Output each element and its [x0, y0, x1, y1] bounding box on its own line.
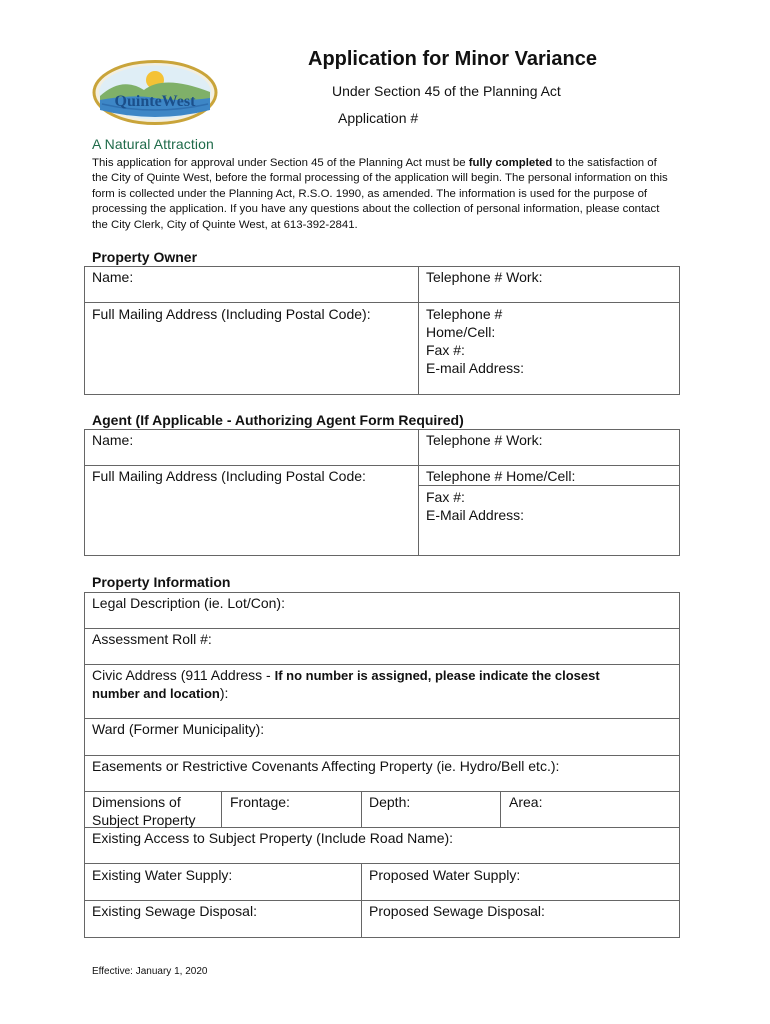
- property-section-title: Property Information: [92, 574, 231, 590]
- page-title: Application for Minor Variance: [308, 48, 597, 70]
- civic-address-label-2: number and location):: [92, 685, 229, 701]
- owner-email-label: E-mail Address:: [426, 360, 525, 376]
- owner-tel-work-label: Telephone # Work:: [426, 269, 543, 285]
- existing-water-label: Existing Water Supply:: [92, 867, 233, 883]
- agent-section-title: Agent (If Applicable - Authorizing Agent Form Required): [92, 412, 464, 428]
- owner-address-label: Full Mailing Address (Including Postal Code):: [92, 306, 371, 322]
- quinte-west-logo: [92, 60, 218, 125]
- owner-name-label: Name:: [92, 269, 134, 285]
- existing-access-label: Existing Access to Subject Property (Include Road Name):: [92, 830, 454, 846]
- legal-description-label: Legal Description (ie. Lot/Con):: [92, 595, 285, 611]
- frontage-label: Frontage:: [230, 794, 290, 810]
- area-label: Area:: [509, 794, 543, 810]
- assessment-roll-label: Assessment Roll #:: [92, 631, 212, 647]
- agent-tel-home-label: Telephone # Home/Cell:: [426, 468, 576, 484]
- agent-tel-work-label: Telephone # Work:: [426, 432, 543, 448]
- depth-label: Depth:: [369, 794, 411, 810]
- owner-section-title: Property Owner: [92, 249, 198, 265]
- easements-label: Easements or Restrictive Covenants Affecting Property (ie. Hydro/Bell etc.):: [92, 758, 560, 774]
- owner-fax-label: Fax #:: [426, 342, 465, 358]
- logo-wordmark: QuinteWest: [114, 93, 196, 110]
- logo-tagline: A Natural Attraction: [92, 136, 214, 152]
- page-subtitle: Under Section 45 of the Planning Act: [332, 83, 561, 99]
- dimensions-label: Dimensions of: [92, 794, 181, 810]
- application-number-label: Application #: [338, 110, 419, 126]
- civic-address-label: Civic Address (911 Address - If no number is assigned, please indicate the closest: [92, 667, 600, 683]
- dimensions-label-2: Subject Property: [92, 812, 196, 828]
- proposed-sewage-label: Proposed Sewage Disposal:: [369, 903, 545, 919]
- agent-email-label: E-Mail Address:: [426, 507, 525, 523]
- ward-label: Ward (Former Municipality):: [92, 721, 265, 737]
- agent-table: [84, 429, 680, 556]
- owner-tel-home-label: Telephone #: [426, 306, 503, 322]
- agent-address-label: Full Mailing Address (Including Postal Code:: [92, 468, 366, 484]
- existing-sewage-label: Existing Sewage Disposal:: [92, 903, 257, 919]
- agent-fax-label: Fax #:: [426, 489, 465, 505]
- intro-paragraph: This application for approval under Section 45 of the Planning Act must be fully completed to the satisfaction of the City of Quinte West, before the formal processing of the application will begin. The personal information on this form is collected under the Planning Act, R.S.O. 1990, as amended. The information is used for the purpose of processing the application. If you have any questions about the collection of personal information, please contact the City Clerk, City of Quinte West, at 613-392-2841.: [92, 157, 668, 231]
- owner-tel-home-label-2: Home/Cell:: [426, 324, 496, 340]
- effective-date: Effective: January 1, 2020: [92, 966, 208, 977]
- agent-name-label: Name:: [92, 432, 134, 448]
- owner-table: [84, 266, 680, 395]
- proposed-water-label: Proposed Water Supply:: [369, 867, 521, 883]
